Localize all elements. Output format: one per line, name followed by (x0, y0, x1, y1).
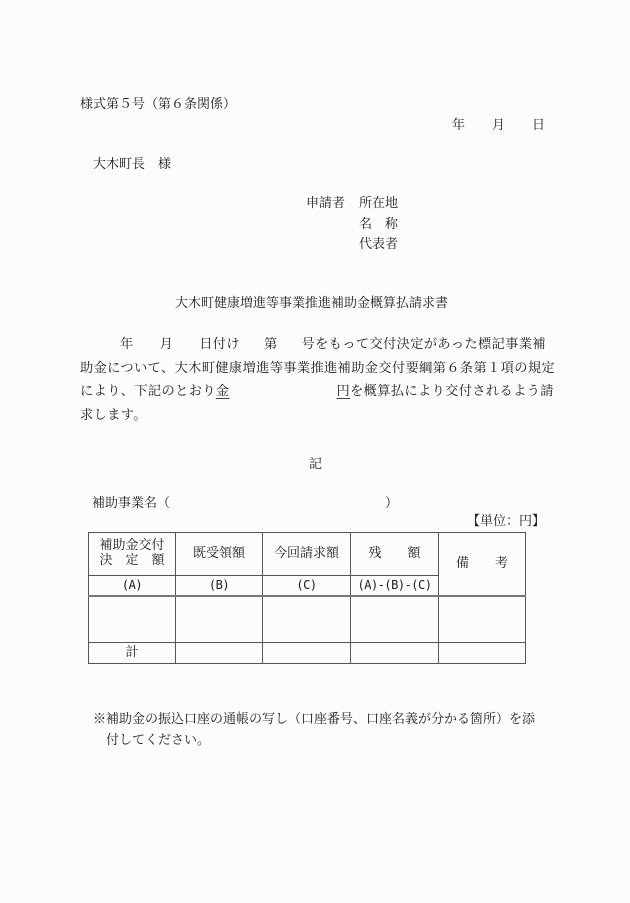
amount-suffix: 円 (336, 384, 351, 399)
cell-received-amount[interactable] (176, 596, 263, 643)
header-decision-amount-line1: 補助金交付 (99, 538, 165, 554)
table-row (89, 596, 526, 643)
note-line-1: ※補助金の振込口座の通帳の写し（口座番号、口座名義が分かる箇所）を添 (93, 712, 536, 727)
header-remarks: 備 考 (439, 533, 526, 597)
body-line1-rest: 号をもって交付決定があった標記事業補 (301, 337, 546, 352)
subheader-b: (B) (176, 576, 263, 597)
body-line-1 (80, 333, 558, 357)
addressee: 大木町長 様 (93, 157, 172, 172)
body-line-2: 助金について、大木町健康増進等事業推進補助金交付要綱第６条第１項の規定 (80, 360, 556, 376)
header-decision-amount-line2: 決 定 額 (99, 553, 165, 568)
body-year: 年 (120, 337, 134, 352)
project-name-label: 補助事業名（ (92, 496, 171, 511)
ki-heading: 記 (309, 457, 323, 472)
project-name-field[interactable] (180, 494, 380, 512)
table-total-row (89, 643, 526, 664)
total-balance[interactable] (351, 643, 439, 664)
amount-prefix: 金 (215, 384, 230, 399)
note-line-2: 付してください。 (106, 733, 211, 748)
total-label: 計 (89, 643, 176, 664)
cell-remarks[interactable] (439, 596, 526, 643)
applicant-label: 申請者 (306, 196, 346, 211)
table-header-row (89, 533, 526, 576)
form-number: 様式第５号（第６条関係） (80, 97, 237, 112)
unit-label: 【単位：円】 (467, 514, 546, 529)
total-remarks[interactable] (439, 643, 526, 664)
cell-request-amount[interactable] (263, 596, 351, 643)
date-line (452, 119, 545, 132)
body-month: 月 (159, 337, 174, 352)
body-line3-suffix: を概算払により交付されるよう請 (350, 384, 554, 399)
subheader-c: (C) (263, 576, 351, 597)
header-request-amount: 今回請求額 (263, 533, 351, 576)
total-received-amount[interactable] (176, 643, 263, 664)
applicant-address-label: 所在地 (359, 196, 399, 211)
document-title: 大木町健康増進等事業推進補助金概算払請求書 (175, 296, 449, 311)
header-decision-amount (89, 533, 176, 576)
total-request-amount[interactable] (263, 643, 351, 664)
date-month-label: 月 (492, 118, 506, 133)
header-received-amount: 既受領額 (176, 533, 263, 576)
applicant-name-label: 名 称 (359, 217, 399, 232)
date-day-label: 日 (532, 118, 546, 133)
bank-account-note (93, 709, 553, 751)
project-name-close: ） (385, 496, 399, 511)
body-line3-prefix: により、下記のとおり (80, 384, 216, 399)
cell-decision-amount[interactable] (89, 596, 176, 643)
subheader-a: (A) (89, 576, 176, 597)
applicant-representative-label: 代表者 (359, 237, 399, 252)
body-line-3 (80, 380, 558, 404)
header-balance: 残 額 (351, 533, 439, 576)
subheader-balance-formula: (A)-(B)-(C) (351, 576, 439, 597)
request-body (80, 333, 558, 427)
cell-balance[interactable] (351, 596, 439, 643)
date-year-label: 年 (452, 118, 466, 133)
amount-field[interactable] (216, 384, 350, 399)
body-line-4: 求します。 (80, 407, 147, 423)
grant-table (88, 532, 526, 664)
body-day: 日付け (199, 337, 240, 352)
body-number-prefix: 第 (263, 337, 278, 352)
